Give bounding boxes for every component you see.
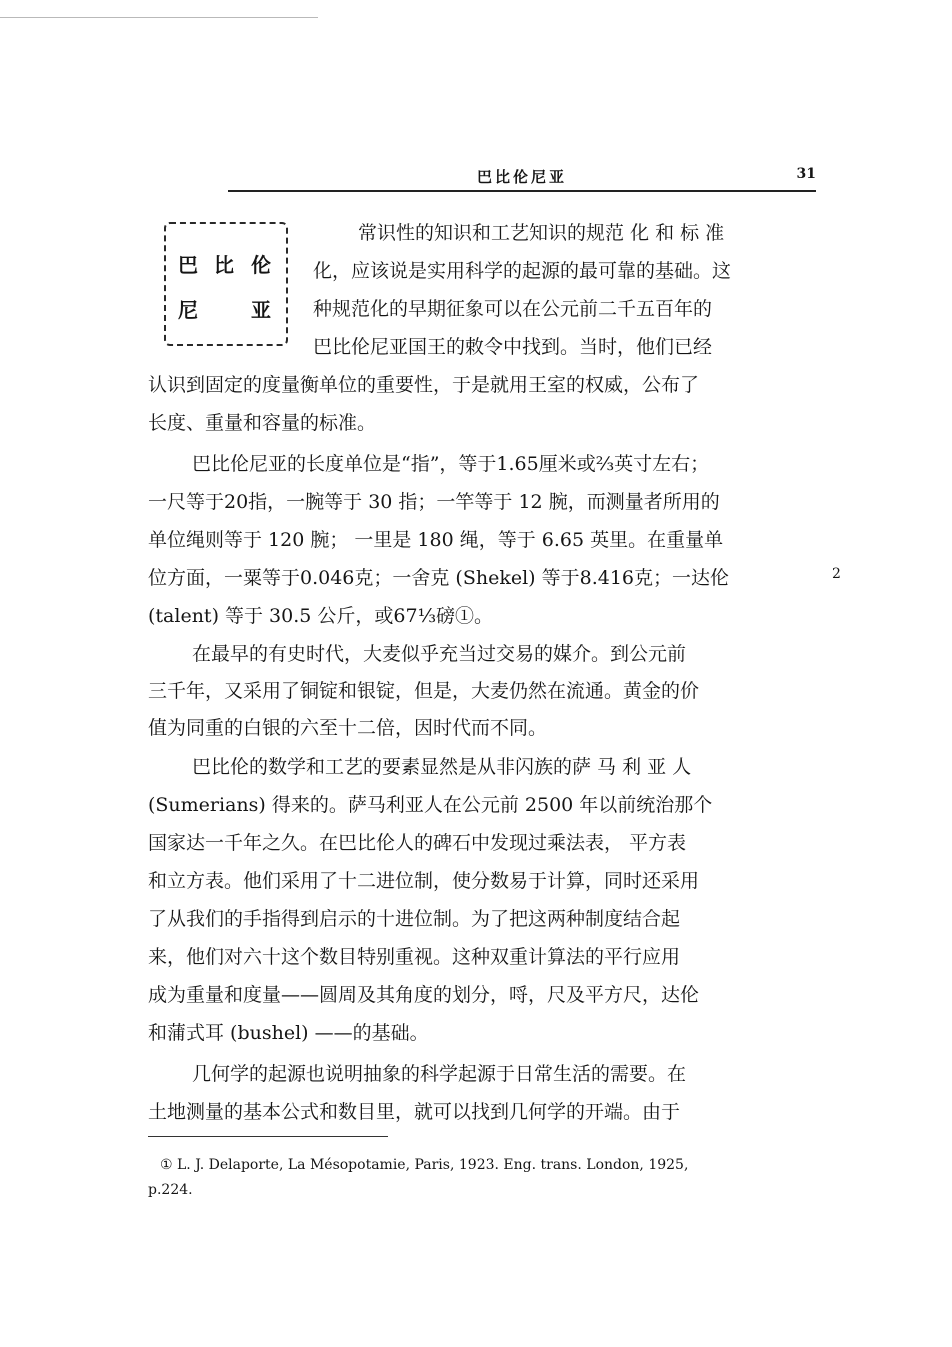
footnote-line: p.224. <box>148 1182 193 1198</box>
stamp-char: 巴 <box>178 253 198 277</box>
stamp-char: 尼 <box>178 298 198 322</box>
text-line: 巴比伦的数学和工艺的要素显然是从非闪族的萨 马 利 亚 人 <box>192 756 692 778</box>
text-line: 种规范化的早期征象可以在公元前二千五百年的 <box>313 298 713 320</box>
running-title: 巴比伦尼亚 <box>476 168 567 186</box>
margin-note: 2 <box>832 566 841 582</box>
text-line: 在最早的有史时代，大麦似乎充当过交易的媒介。到公元前 <box>192 643 687 665</box>
text-line: 长度、重量和容量的标准。 <box>148 412 377 434</box>
section-stamp <box>164 222 288 346</box>
header-rule <box>228 190 816 192</box>
stamp-char: 比 <box>214 253 234 277</box>
text-line: 和立方表。他们采用了十二进位制，使分数易于计算，同时还采用 <box>148 870 700 892</box>
text-line: 常识性的知识和工艺知识的规范 化 和 标 准 <box>358 222 725 244</box>
text-line: 三千年，又采用了铜锭和银锭，但是，大麦仍然在流通。黄金的价 <box>148 680 700 702</box>
text-line: 和蒲式耳 (bushel) ——的基础。 <box>148 1022 429 1044</box>
text-line: 来，他们对六十这个数目特别重视。这种双重计算法的平行应用 <box>148 946 681 968</box>
text-line: 一尺等于20指，一腕等于 30 指；一竿等于 12 腕，而测量者所用的 <box>148 491 720 513</box>
scan-edge-line <box>0 17 318 18</box>
text-line: 巴比伦尼亚的长度单位是“指”，等于1.65厘米或⅔英寸左右； <box>192 453 710 475</box>
text-line: 几何学的起源也说明抽象的科学起源于日常生活的需要。在 <box>192 1063 687 1085</box>
text-line: 了从我们的手指得到启示的十进位制。为了把这两种制度结合起 <box>148 908 681 930</box>
text-line: (Sumerians) 得来的。萨马利亚人在公元前 2500 年以前统治那个 <box>148 794 713 816</box>
text-line: 国家达一千年之久。在巴比伦人的碑石中发现过乘法表， 平方表 <box>148 832 687 854</box>
text-line: 巴比伦尼亚国王的敕令中找到。当时，他们已经 <box>313 336 713 358</box>
text-line: 位方面，一粟等于0.046克；一舍克 (Shekel) 等于8.416克；一达伦 <box>148 567 730 589</box>
text-line: 单位绳则等于 120 腕； 一里是 180 绳，等于 6.65 英里。在重量单 <box>148 529 724 551</box>
text-line: 认识到固定的度量衡单位的重要性，于是就用王室的权威，公布了 <box>148 374 700 396</box>
stamp-char: 伦 <box>251 253 271 277</box>
page-number: 31 <box>796 166 816 182</box>
text-line: 化，应该说是实用科学的起源的最可靠的基础。这 <box>313 260 732 282</box>
text-line: (talent) 等于 30.5 公斤，或67⅓磅①。 <box>148 605 493 627</box>
text-line: 成为重量和度量——圆周及其角度的划分，哷，尺及平方尺，达伦 <box>148 984 700 1006</box>
text-line: 值为同重的白银的六至十二倍，因时代而不同。 <box>148 717 548 739</box>
stamp-char: 亚 <box>251 298 271 322</box>
footnote-rule <box>148 1136 388 1137</box>
footnote-line: ① L. J. Delaporte, La Mésopotamie, Paris, 1923. Eng. trans. London, 1925, <box>160 1157 689 1173</box>
text-line: 土地测量的基本公式和数目里，就可以找到几何学的开端。由于 <box>148 1101 681 1123</box>
running-header <box>228 166 816 190</box>
